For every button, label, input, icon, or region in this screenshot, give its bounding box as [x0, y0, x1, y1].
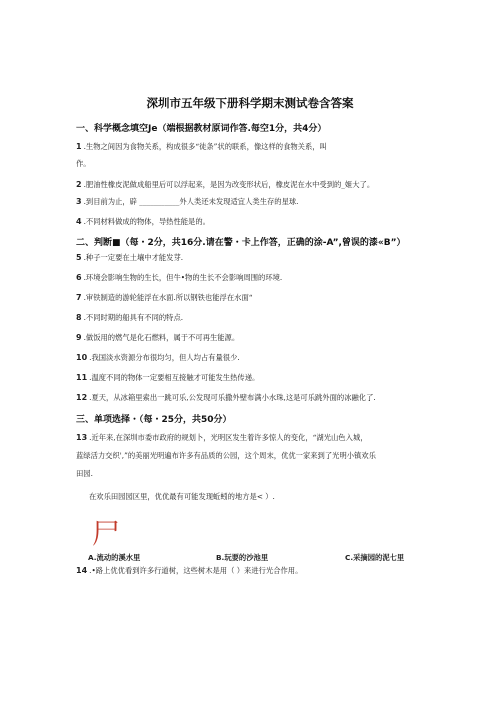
question-8	[76, 313, 183, 323]
question-text: .夏天，从冰箱里索出一跳可乐,公发现可乐撒外壁布满小水珠,这是可乐跳外面的冰融化了.	[89, 393, 376, 402]
question-7	[76, 293, 252, 303]
question-13-continued-2: 田园.	[76, 469, 93, 478]
question-text: .•路上优优看到许多行道树，这些树木是用（ ）来进行光合作用。	[89, 566, 303, 575]
question-number: 9	[76, 333, 82, 342]
question-text: .我国淡水资源分布很均匀，但人均占有量很少.	[89, 353, 240, 362]
option-b: B.玩要的沙池里	[216, 553, 269, 562]
question-text: .生物之间因为食物关系，构成很多“徒条”状的联系，像这样的食物关系，叫	[83, 142, 327, 151]
question-text: .不同材料做成的物体，导热性能是的。	[83, 217, 210, 226]
question-text: .到目前为止，辟 ___________外人类还未发现适宜人类生存的星球.	[83, 197, 299, 206]
question-13-glyph: 尸	[92, 517, 121, 550]
question-3	[76, 197, 299, 207]
question-10	[76, 353, 240, 363]
question-number: 3	[76, 197, 82, 206]
question-number: 11	[76, 373, 88, 382]
question-11	[76, 373, 259, 383]
question-number: 5	[76, 253, 82, 262]
question-number: 10	[76, 353, 88, 362]
section-heading-2: 二、判断■（每・2分，共16分.请在警・卡上作答，正确的涂-A”,曾误的漆«B”）	[76, 238, 406, 248]
question-12	[76, 393, 376, 403]
page-title: 深圳市五年级下册科学期末测试卷含答案	[146, 96, 354, 110]
question-13-prompt: 在欢乐田园园区里，优优最有可能发现蚯蚓的地方是< ）.	[89, 492, 275, 501]
option-c: C.采摘园的泥七里	[345, 553, 405, 562]
question-number: 8	[76, 313, 82, 322]
question-text: .肥油性橡皮泥做成船里后可以浮起来，是因为改变形状后，橡皮泥在水中受到的_姬大了。	[83, 180, 375, 189]
question-number: 4	[76, 217, 82, 226]
question-13-continued: 蓝绿活力交织',”的美丽光明遍布许多有品质的公园，这个周末，优优一家来到了光明小镇欢乐	[76, 451, 376, 460]
question-2	[76, 180, 374, 190]
question-text: .温度不同的物体一定要相互接触才可能发生热传递。	[89, 373, 260, 382]
question-1-continued: 作。	[76, 159, 91, 168]
question-text: .不同时期的船具有不同的特点.	[83, 313, 184, 322]
question-number: 1	[76, 142, 82, 151]
question-text: .审铁制造的游轮能浮在水面.所以钢铁也能浮在水面“	[83, 293, 253, 302]
question-number: 14	[76, 566, 88, 575]
question-number: 7	[76, 293, 82, 302]
question-number: 2	[76, 180, 82, 189]
option-a: A.流动的溪水里	[88, 553, 141, 562]
question-9	[76, 333, 239, 343]
question-4	[76, 217, 210, 227]
question-text: .做饭用的燃气是化石燃料，属于不可再生能源。	[83, 333, 240, 342]
question-text: .种子一定要在土壤中才能发芽.	[83, 253, 184, 262]
question-number: 12	[76, 393, 88, 402]
question-text: .近年来,在深圳市委市政府的规划卜，光明区发生着许多惊人的变化，“湖光山色入城，	[89, 433, 368, 442]
question-number: 13	[76, 433, 88, 442]
section-heading-1: 一、科学概念填空Je（端根据教材原词作答.每空1分，共4分）	[76, 124, 327, 134]
section-heading-3: 三、单项选择・（每・25分，共50分）	[76, 415, 232, 425]
question-14	[76, 566, 302, 576]
question-13	[76, 433, 368, 443]
question-text: .环境会影响生物的生长，但牛•物的生长不会影响周围的环境.	[83, 273, 283, 282]
question-1	[76, 142, 327, 152]
question-5	[76, 253, 183, 263]
question-6	[76, 273, 282, 283]
question-number: 6	[76, 273, 82, 282]
